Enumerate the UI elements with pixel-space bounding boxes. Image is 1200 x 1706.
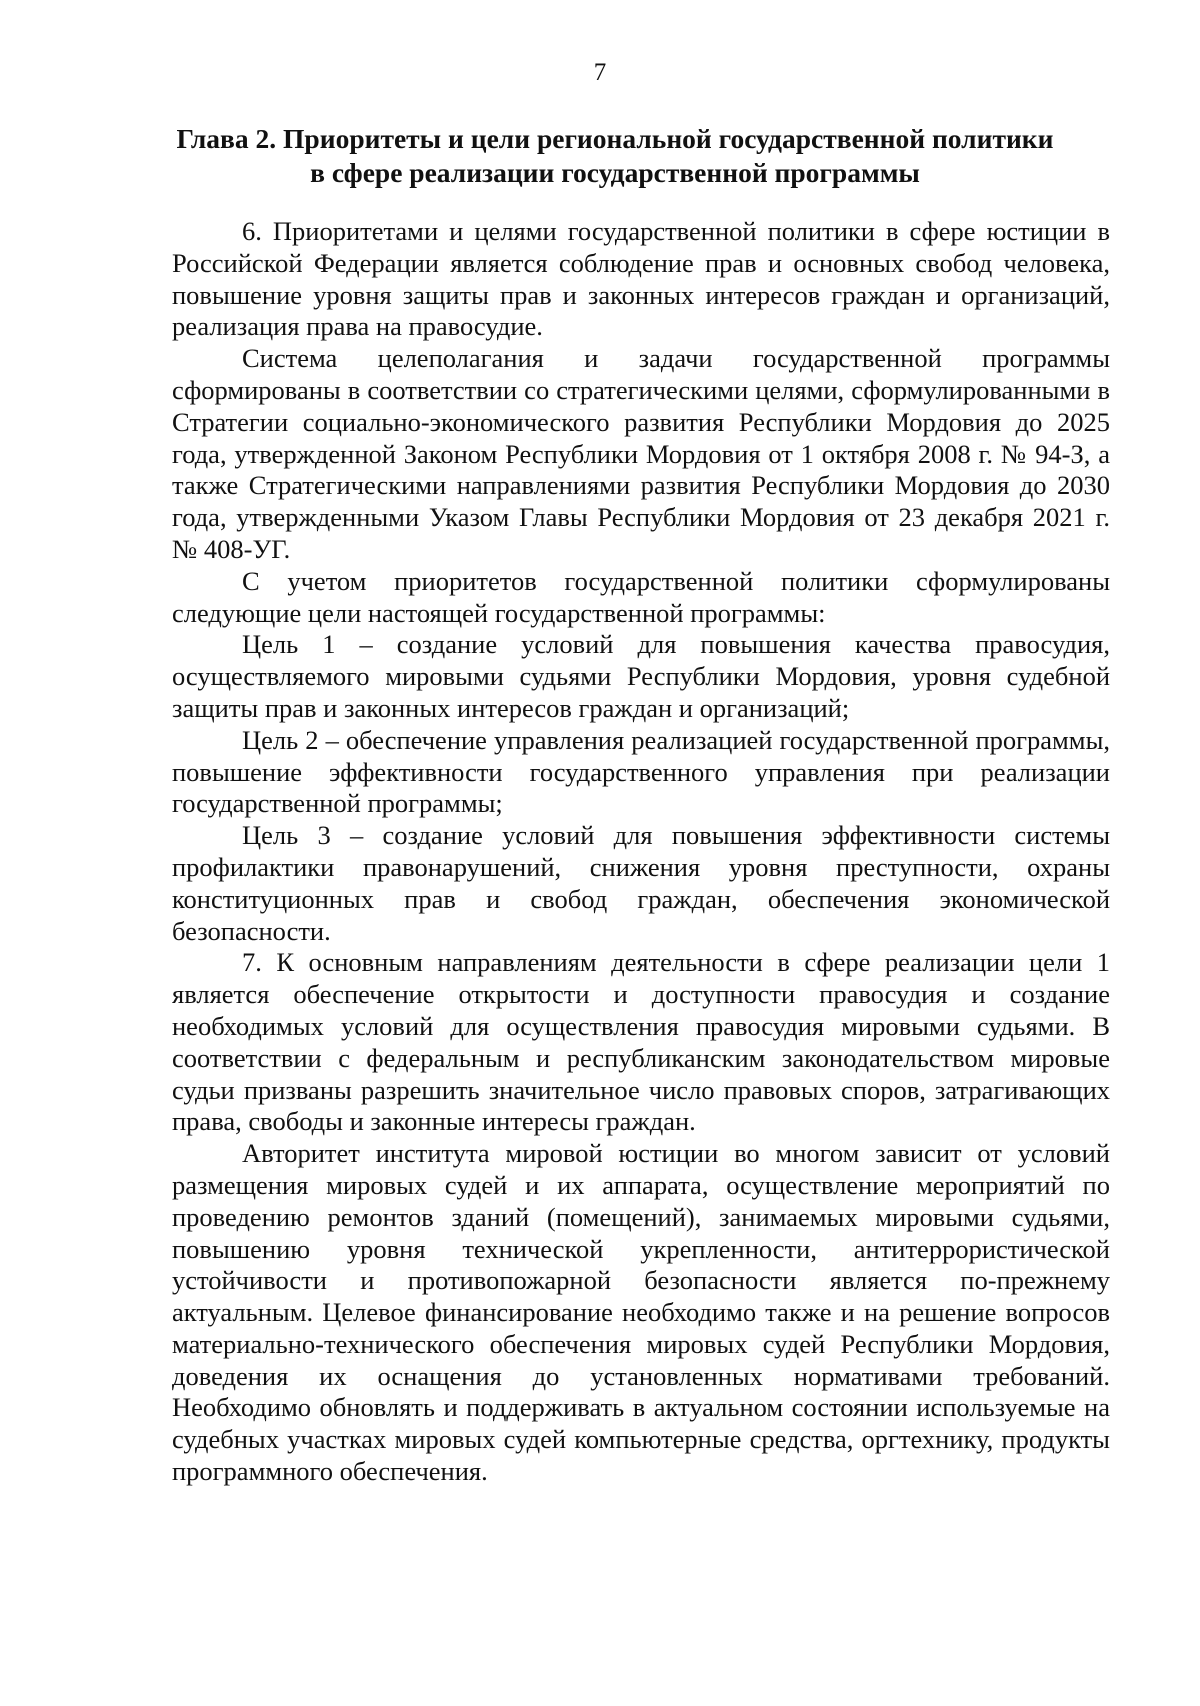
paragraph-goals-intro: С учетом приоритетов государственной политики сформулированы следующие цели настоящей государственной программы: — [172, 565, 1110, 628]
chapter-title-line-1: Глава 2. Приоритеты и цели региональной государственной политики — [176, 123, 1054, 154]
paragraph-section-7: 7. К основным направлениям деятельности в сфере реализации цели 1 является обеспечение открытости и доступности правосудия и создание необходимых условий для осуществления правосудия мировыми судьями. В соответствии с федеральным и республиканским законодательством мировые судьи призваны разрешить значительное число правовых споров, затрагивающих права, свободы и законные интересы граждан. — [172, 947, 1110, 1137]
paragraph-goal-3: Цель 3 – создание условий для повышения эффективности системы профилактики правонарушений, снижения уровня преступности, охраны конституционных прав и свобод граждан, обеспечения экономической безопасности. — [172, 820, 1110, 946]
paragraph-goal-2: Цель 2 – обеспечение управления реализацией государственной программы, повышение эффективности государственного управления при реализации государственной программы; — [172, 724, 1110, 819]
paragraph-authority: Авторитет института мировой юстиции во многом зависит от условий размещения мировых судей и их аппарата, осуществление мероприятий по проведению ремонтов зданий (помещений), занимаемых мировыми судьями, повышению уровня технической укрепленности, антитеррористической устойчивости и противопожарной безопасности является по-прежнему актуальным. Целевое финансирование необходимо также и на решение вопросов материально-технического обеспечения мировых судей Республики Мордовия, доведения их оснащения до установленных нормативами требований. Необходимо обновлять и поддерживать в актуальном состоянии используемые на судебных участках мировых судей компьютерные средства, оргтехнику, продукты программного обеспечения. — [172, 1138, 1110, 1487]
paragraph-goal-1: Цель 1 – создание условий для повышения качества правосудия, осуществляемого мировыми судьями Республики Мордовия, уровня судебной защиты прав и законных интересов граждан и организаций; — [172, 629, 1110, 723]
paragraph-goal-system: Система целеполагания и задачи государственной программы сформированы в соответствии со стратегическими целями, сформулированными в Стратегии социально-экономического развития Республики Мордовия до 2025 года, утвержденной Законом Республики Мордовия от 1 октября 2008 г. № 94-З, а также Стратегическими направлениями развития Республики Мордовия до 2030 года, утвержденными Указом Главы Республики Мордовия от 23 декабря 2021 г. № 408-УГ. — [172, 343, 1110, 564]
page-number: 7 — [593, 59, 607, 86]
paragraph-section-6: 6. Приоритетами и целями государственной политики в сфере юстиции в Российской Федерации является соблюдение прав и основных свобод человека, повышение уровня защиты прав и законных интересов граждан и организаций, реализация права на правосудие. — [172, 216, 1110, 342]
chapter-title — [150, 122, 1080, 190]
document-body — [172, 216, 1110, 1488]
chapter-title-line-2: в сфере реализации государственной программы — [310, 157, 920, 188]
